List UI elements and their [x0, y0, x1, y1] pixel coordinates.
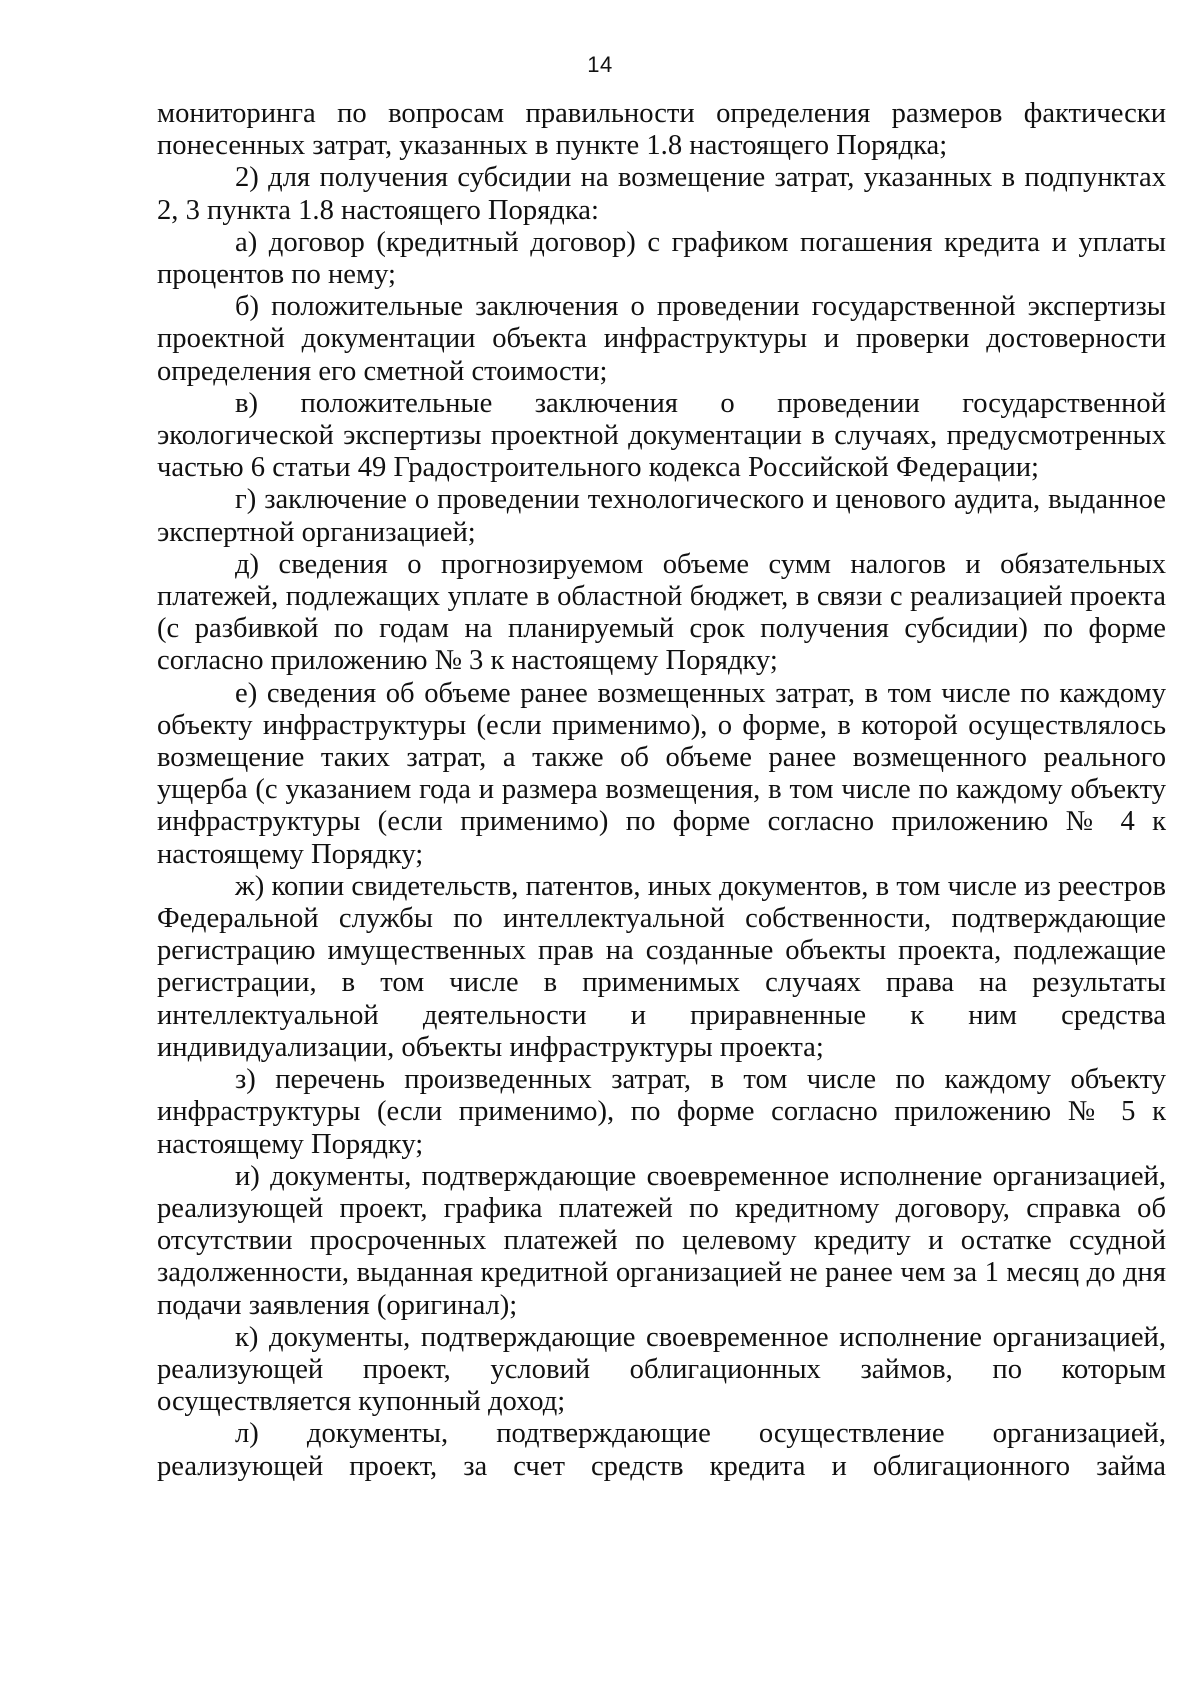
- document-body: [157, 98, 1166, 1483]
- paragraph-item-d: д) сведения о прогнозируемом объеме сумм налогов и обязательных платежей, подлежащих уплате в областной бюджет, в связи с реализацией проекта (с разбивкой по годам на планируемый срок получения субсидии) по форме согласно приложению № 3 к настоящему Порядку;: [157, 548, 1166, 677]
- paragraph-item-2: 2) для получения субсидии на возмещение затрат, указанных в подпунктах 2, 3 пункта 1.8 настоящего Порядка:: [157, 162, 1166, 226]
- paragraph-item-b: б) положительные заключения о проведении государственной экспертизы проектной документации объекта инфраструктуры и проверки достоверности определения его сметной стоимости;: [157, 291, 1166, 387]
- paragraph-item-i: и) документы, подтверждающие своевременное исполнение организацией, реализующей проект, графика платежей по кредитному договору, справка об отсутствии просроченных платежей по целевому кредиту и остатке ссудной задолженности, выданная кредитной организацией не ранее чем за 1 месяц до дня подачи заявления (оригинал);: [157, 1160, 1166, 1321]
- paragraph-continuation: мониторинга по вопросам правильности определения размеров фактически понесенных затрат, указанных в пункте 1.8 настоящего Порядка;: [157, 98, 1166, 162]
- paragraph-item-e: е) сведения об объеме ранее возмещенных затрат, в том числе по каждому объекту инфраструктуры (если применимо), о форме, в которой осуществлялось возмещение таких затрат, а также об объеме ранее возмещенного реального ущерба (с указанием года и размера возмещения, в том числе по каждому объекту инфраструктуры (если применимо) по форме согласно приложению № 4 к настоящему Порядку;: [157, 677, 1166, 870]
- paragraph-item-k: к) документы, подтверждающие своевременное исполнение организацией, реализующей проект, условий облигационных займов, по которым осуществляется купонный доход;: [157, 1321, 1166, 1418]
- page-number: 14: [587, 52, 613, 77]
- paragraph-item-zh: ж) копии свидетельств, патентов, иных документов, в том числе из реестров Федеральной службы по интеллектуальной собственности, подтверждающие регистрацию имущественных прав на созданные объекты проекта, подлежащие регистрации, в том числе в применимых случаях права на результаты интеллектуальной деятельности и приравненные к ним средства индивидуализации, объекты инфраструктуры проекта;: [157, 870, 1166, 1063]
- paragraph-item-g: г) заключение о проведении технологического и ценового аудита, выданное экспертной организацией;: [157, 484, 1166, 548]
- paragraph-item-z: з) перечень произведенных затрат, в том числе по каждому объекту инфраструктуры (если применимо), по форме согласно приложению № 5 к настоящему Порядку;: [157, 1064, 1166, 1160]
- paragraph-item-a: а) договор (кредитный договор) с графиком погашения кредита и уплаты процентов по нему;: [157, 226, 1166, 291]
- paragraph-item-v: в) положительные заключения о проведении государственной экологической экспертизы проектной документации в случаях, предусмотренных частью 6 статьи 49 Градостроительного кодекса Российской Федерации;: [157, 387, 1166, 484]
- paragraph-item-l: л) документы, подтверждающие осуществление организацией, реализующей проект, за счет средств кредита и облигационного займа: [157, 1418, 1166, 1482]
